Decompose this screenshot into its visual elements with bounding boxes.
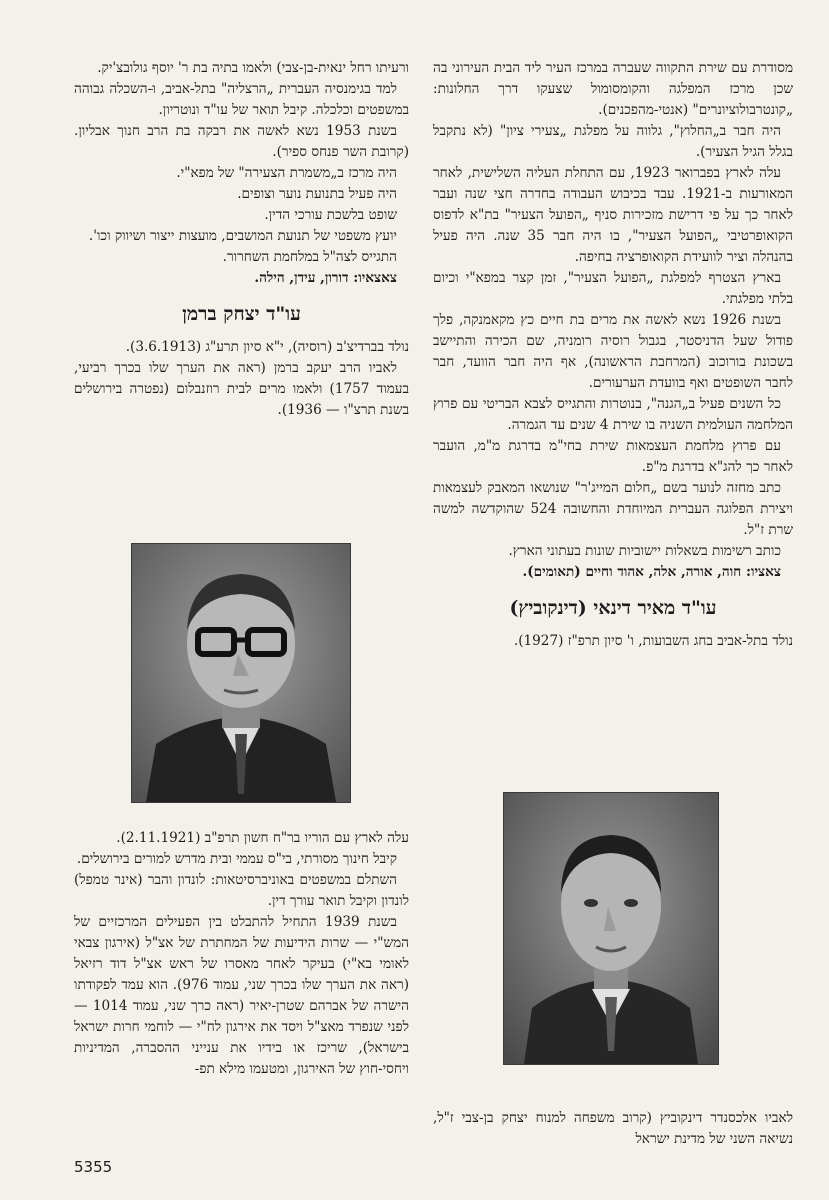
left-column-bottom — [74, 828, 409, 1080]
portrait-berman-icon — [132, 544, 350, 802]
children-line: צאצאיו: דורון, עידן, הילה. — [254, 270, 397, 286]
right-column — [433, 58, 793, 652]
paragraph: בשנת 1926 נשא לאשה את מרים בת חיים כץ מקאמנקה, פלך פודול שעל הדניסטר, בגבול רוסיה רומניה, שם הכירה והתיישב בשכונת בורוכוב (המרחבת הראשונה), אף היה חבר הוועד, חבר לחבר השופטים ואף בוועדת הערעורים. — [433, 312, 793, 391]
entry-heading-berman: עו"ד יצחק ברמן — [182, 303, 301, 325]
paragraph: מסודרת עם שירת התקווה שעברה במרכז העיר ליד הבית העירוני בה שכן מרכז המפלגה והקומסומול שצעקו דרך החלונות: „קונטרבולוציונרים" (אנטי-מהפכנים). — [433, 60, 793, 118]
entry-intro: נולד בברדיצ'ב (רוסיה), י"א סיון תרע"ג (3.6.1913). — [125, 339, 409, 355]
paragraph: השתלם במשפטים באוניברסיטאות: לונדון והבר (אינר טמפל) לונדון וקיבל תואר עורך דין. — [74, 872, 409, 909]
paragraph: בשנת 1953 נשא לאשה את רבקה בת הרב חנוך אבליון. (קרובת השר פנחס ספיר). — [74, 123, 409, 160]
entry-intro: לאביו הרב יעקב ברמן (ראה את הערך שלו בכרך רביעי, בעמוד 1757) ולאמו מרים לבית רוזנבלום (נפטרה בירושלים בשנת תרצ"ו — 1936). — [74, 360, 409, 418]
paragraph: עלה לארץ עם הוריו בר"ח חשון תרפ"ב (2.11.1921). — [116, 830, 409, 846]
page-number: 5355 — [74, 1158, 113, 1176]
portrait-dinai-icon — [504, 793, 718, 1064]
paragraph: שופט בלשכת עורכי הדין. — [264, 207, 397, 223]
paragraph: קיבל חינוך מסורתי, בי"ס עממי ובית מדרש למורים בירושלים. — [76, 851, 397, 867]
paragraph: כתב מחזה לנוער בשם „חלום המייג'ר" שנושאו המאבק לעצמאות ויצירת הפלוגה העברית המיוחדת והחשובה 524 שהוקדשה למשה שרת ז"ל. — [433, 480, 794, 538]
paragraph: התגייס לצה"ל במלחמת השחרור. — [222, 249, 397, 265]
paragraph: כותב רשימות בשאלות יישוביות שונות בעתוני הארץ. — [508, 543, 781, 559]
paragraph: היה חבר ב„החלוץ", גלווה על מפלגת „צעירי ציון" (לא נתקבל בגלל הגיל הצעיר). — [433, 123, 793, 160]
paragraph: כל השנים פעיל ב„הגנה", בנוטרות והתגייס לצבא הבריטי עם פרוץ המלחמה העולמית השניה בו שירת 4 שנים עד הגמרה. — [433, 396, 793, 433]
paragraph: עם פרוץ מלחמת העצמאות שירת בחי"מ בדרגת מ"מ, הועבר לאחר כך להג"א בדרגת מ"פ. — [433, 438, 793, 475]
paragraph: ורעיתו רחל ינאית-בן-צבי) ולאמו בתיה בת ר' יוסף גולובצ'יק. — [97, 60, 409, 76]
entry-heading-dinai: עו"ד מאיר דינאי (דינקוביץ) — [509, 597, 717, 619]
paragraph: עלה לארץ בפברואר 1923, עם התחלת העליה השלישית, לאחר המאורעות ב-1921. עבד בכיבוש העבודה בחדרה חצי שנה ועבר לאחר כך על פי דרישת מזכירות סניף „הפועל הצעיר" בת"א לדפוס הקואופרטיבי „הפועל הצעיר", בו היה חבר 35 שנה. היה פעיל בהנהלה וציר לוועידת הקואופרציה בחיפה. — [433, 165, 794, 265]
paragraph: בארץ הצטרף למפלגת „הפועל הצעיר", זמן קצר במפא"י וכיום בלתי מפלגתי. — [433, 270, 793, 307]
paragraph: בשנת 1939 התחיל להתבלט בין הפעילים המרכזיים של המש"י — שרות הידיעות של המחתרת של אצ"ל (אירגון צבאי לאומי בא"י) בעיקר לאחר מאסרו של ראש אצ"ל דוד רזיאל (ראה את הערך שלו בכרך שני, עמוד 976). הוא עמד לפקודתו הישרה של אברהם שטרן-יאיר (ראה כרך שני, עמוד 1014 — לפני שנפרד מאצ"ל ויסד את אירגון לח"י — לוחמי חרות ישראל בישראל), שריכז או בידיו את ענייני ההסברה, המדיניות ויחסי-חוץ של האירגון, ומטעמו מילא תפ- — [74, 914, 410, 1077]
paragraph: היה פעיל בתנועת נוער וצופים. — [237, 186, 397, 202]
paragraph: למד בגימנסיה העברית „הרצליה" בתל-אביב, וּ-השכלה גבוהה במשפטים וכלכלה. קיבל תואר של עו"ד ונוטריון. — [74, 81, 409, 118]
paragraph: לאביו אלכסנדר דינקוביץ (קרוב משפחה למנוח יצחק בן-צבי ז"ל, נשיאה השני של מדינת ישראל — [433, 1110, 793, 1147]
entry-intro: נולד בתל-אביב בחג השבועות, ו' סיון תרפ"ז (1927). — [513, 633, 793, 649]
portrait-photo-berman — [131, 543, 351, 803]
portrait-photo-dinai — [503, 792, 719, 1065]
right-column-bottom — [433, 1108, 793, 1150]
left-column-top — [74, 58, 409, 421]
children-line: צאציו: חוה, אורה, אלה, אהוד וחיים (תאומים). — [522, 564, 781, 580]
paragraph: היה מרכז ב„משמרת הצעירה" של מפא"י. — [176, 165, 397, 181]
paragraph: יועץ משפטי של תנועת המושבים, מועצות ייצור ושיווק וכו'. — [88, 228, 397, 244]
